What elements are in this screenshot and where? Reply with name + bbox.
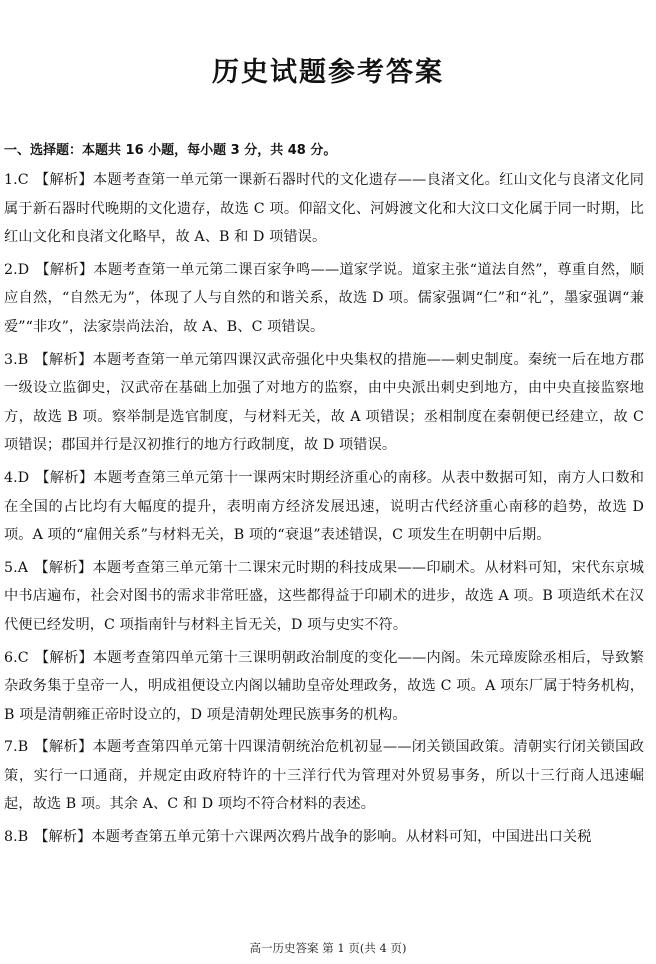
answer-text: 本题考查第三单元第十一课两宋时期经济重心的南移。从表中数据可知，南方人口数和在全国的占比均有大幅度的提升，表明南方经济发展迅速，说明古代经济重心南移的趋势，故选 D 项。A 项的“雇佣关系”与材料无关，B 项的“衰退”表述错误，C 项发生在明朝中后期。	[4, 469, 644, 544]
answer-item-3	[4, 346, 644, 460]
answer-item-8	[4, 823, 644, 852]
answer-number: 7.B	[4, 739, 29, 756]
answer-item-2	[4, 256, 644, 342]
answer-number: 5.A	[4, 559, 29, 576]
answer-text: 本题考查第一单元第一课新石器时代的文化遗存——良渚文化。红山文化与良渚文化同属于新石器时代晚期的文化遗存，故选 C 项。仰韶文化、河姆渡文化和大汶口文化属于同一时期，比红山文化和良渚文化略早，故 A、B 和 D 项错误。	[4, 172, 644, 246]
answer-number: 4.D	[4, 469, 30, 486]
analysis-tag: 【解析】	[34, 351, 93, 368]
answer-item-5	[4, 554, 644, 640]
page-footer: 高一历史答案 第 1 页(共 4 页)	[249, 941, 407, 955]
analysis-tag: 【解析】	[35, 469, 94, 486]
answer-list	[4, 166, 644, 856]
analysis-tag: 【解析】	[34, 559, 93, 576]
answer-item-1	[4, 166, 644, 252]
page-title: 历史试题参考答案	[212, 57, 444, 88]
answer-text: 本题考查第一单元第四课汉武帝强化中央集权的措施——刺史制度。秦统一后在地方郡一级设立监御史，汉武帝在基础上加强了对地方的监察，由中央派出刺史到地方，由中央直接监察地方，故选 B 项。察举制是选官制度，与材料无关，故 A 项错误；丞相制度在秦朝便已经建立，故 C 项错误；郡国并行是汉初推行的地方行政制度，故 D 项错误。	[4, 351, 644, 454]
answer-number: 1.C	[4, 172, 29, 188]
section-heading: 一、选择题：本题共 16 小题，每小题 3 分，共 48 分。	[4, 143, 337, 158]
answer-item-4	[4, 464, 644, 550]
answer-text: 本题考查第四单元第十四课清朝统治危机初显——闭关锁国政策。清朝实行闭关锁国政策，实行一口通商，并规定由政府特许的十三洋行代为管理对外贸易事务，所以十三行商人迅速崛起，故选 B 项。其余 A、C 和 D 项均不符合材料的表述。	[4, 739, 644, 813]
analysis-tag: 【解析】	[35, 261, 94, 278]
analysis-tag: 【解析】	[34, 649, 93, 666]
answer-item-6	[4, 644, 644, 730]
analysis-tag: 【解析】	[34, 829, 92, 846]
answer-text: 本题考查第四单元第十三课明朝政治制度的变化——内阁。朱元璋废除丞相后，导致繁杂政务集于皇帝一人，明成祖便设立内阁以辅助皇帝处理政务，故选 C 项。A 项东厂属于特务机构，B 项是清朝雍正帝时设立的，D 项是清朝处理民族事务的机构。	[4, 649, 644, 723]
analysis-tag: 【解析】	[34, 172, 93, 188]
answer-text: 本题考查第一单元第二课百家争鸣——道家学说。道家主张“道法自然”，尊重自然，顺应自然，“自然无为”，体现了人与自然的和谐关系，故选 D 项。儒家强调“仁”和“礼”，墨家强调“兼爱”“非攻”，法家崇尚法治，故 A、B、C 项错误。	[4, 261, 644, 335]
answer-item-7	[4, 733, 644, 819]
answer-number: 2.D	[4, 261, 30, 278]
answer-text: 本题考查第五单元第十六课两次鸦片战争的影响。从材料可知，中国进出口关税	[91, 829, 592, 846]
answer-text: 本题考查第三单元第十二课宋元时期的科技成果——印刷术。从材料可知，宋代东京城中书店遍布，社会对图书的需求非常旺盛，这些都得益于印刷术的进步，故选 A 项。B 项造纸术在汉代便已经发明，C 项指南针与材料主旨无关，D 项与史实不符。	[4, 559, 644, 633]
answer-number: 8.B	[4, 829, 29, 846]
answer-number: 3.B	[4, 351, 29, 368]
analysis-tag: 【解析】	[34, 739, 93, 756]
answer-number: 6.C	[4, 649, 29, 666]
